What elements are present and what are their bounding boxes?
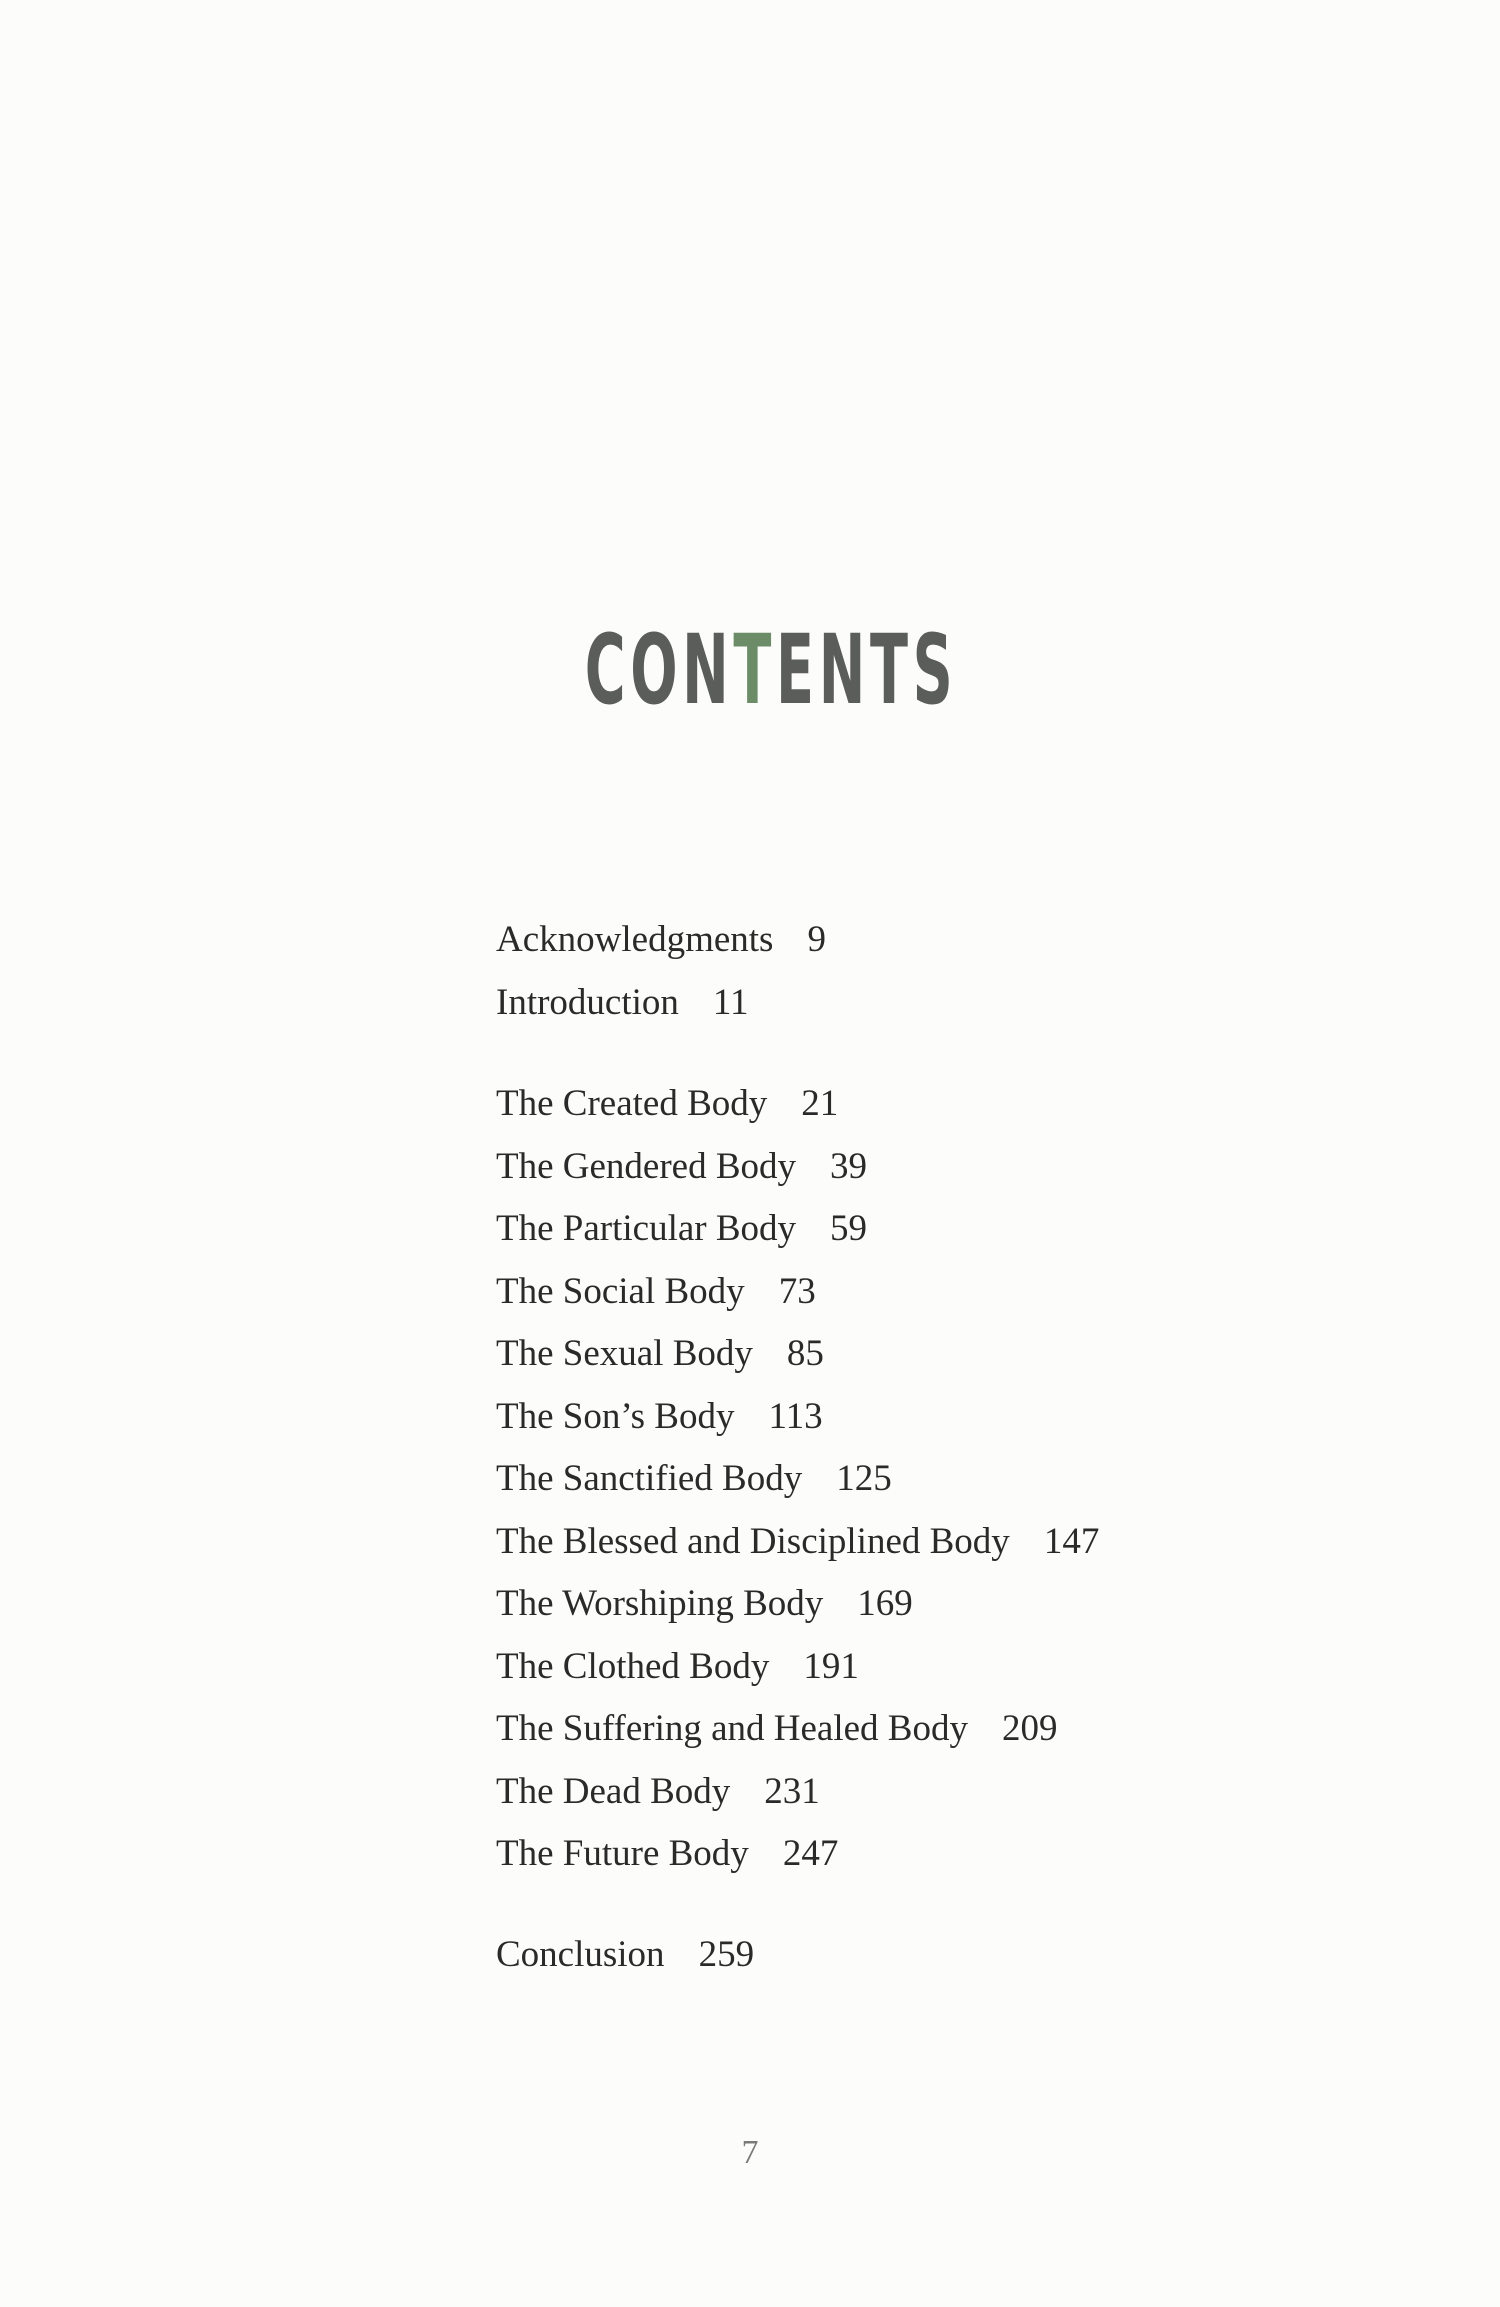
toc-entry-page: 85 [786, 1333, 824, 1374]
toc-entry-label: The Gendered Body [496, 1146, 797, 1187]
toc-entry-page: 9 [807, 919, 826, 960]
toc-entry-page: 231 [764, 1771, 820, 1812]
toc-entry-page: 247 [782, 1833, 839, 1874]
toc-entry-label: Conclusion [496, 1934, 665, 1975]
toc-entry-page: 11 [712, 982, 749, 1023]
toc-entry-page: 73 [778, 1271, 816, 1312]
toc-entry-label: The Worshiping Body [496, 1583, 824, 1624]
toc-entry-page: 125 [836, 1458, 892, 1499]
toc-entry-page: 59 [830, 1208, 868, 1249]
toc-entry-page: 209 [1001, 1708, 1058, 1749]
toc-entry-label: The Son’s Body [496, 1396, 735, 1437]
toc-entry-page: 191 [803, 1646, 859, 1687]
toc-entry-label: The Particular Body [496, 1208, 797, 1249]
toc-entry-page: 169 [857, 1583, 913, 1624]
title-accent-letter: T [733, 614, 777, 726]
toc-entry-label: The Dead Body [496, 1771, 731, 1812]
toc-entry-page: 39 [830, 1146, 868, 1187]
toc-entry-label: The Sexual Body [496, 1333, 753, 1374]
title-part-2: ENTS [776, 614, 958, 726]
toc-entry-page: 259 [698, 1934, 755, 1975]
toc-entry-page: 113 [768, 1396, 823, 1437]
toc-entry-label: The Blessed and Disciplined Body [496, 1521, 1010, 1562]
toc-entry-label: The Created Body [496, 1083, 768, 1124]
toc-entry-label: The Clothed Body [496, 1646, 770, 1687]
toc-entry-label: The Social Body [496, 1271, 745, 1312]
toc-entry-label: Acknowledgments [496, 919, 774, 960]
toc-entry-page: 147 [1043, 1521, 1100, 1562]
toc-entry-label: The Sanctified Body [496, 1458, 803, 1499]
toc-entry-label: The Suffering and Healed Body [496, 1708, 968, 1749]
title-part-1: CON [584, 614, 734, 726]
toc-entry-page: 21 [801, 1083, 839, 1124]
page-folio-number: 7 [741, 2134, 759, 2171]
contents-title [336, 614, 1206, 726]
toc-entry-label: Introduction [496, 982, 679, 1023]
toc-entry-label: The Future Body [496, 1833, 749, 1874]
